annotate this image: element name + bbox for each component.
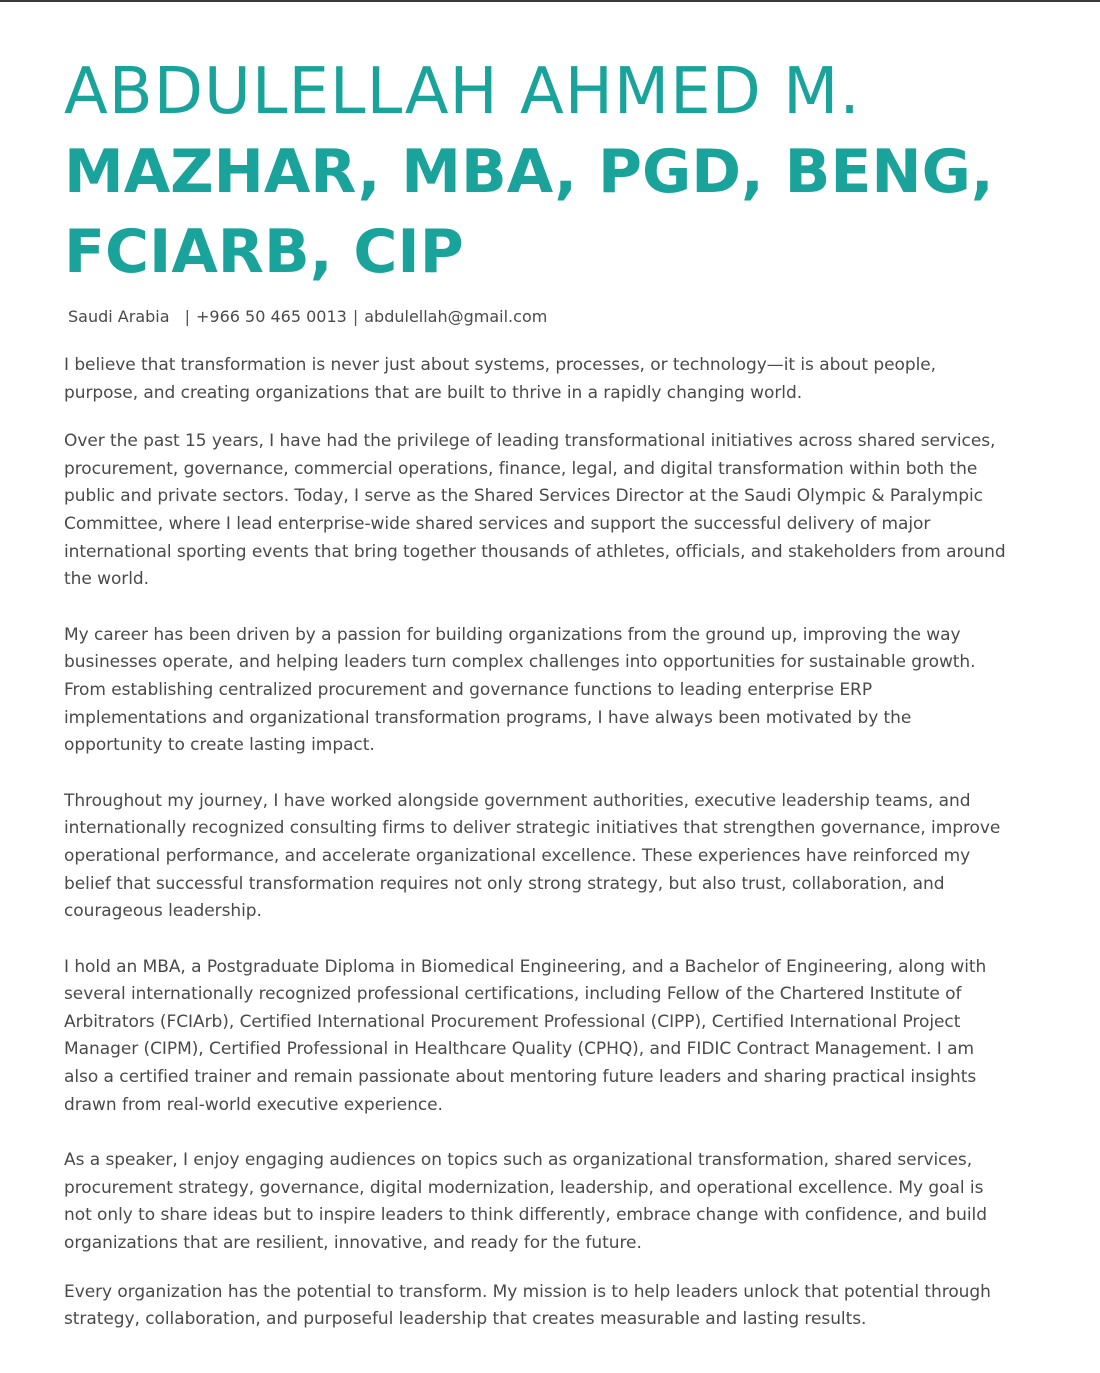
paragraph-education: I hold an MBA, a Postgraduate Diploma in Biomedical Engineering, and a Bachelor of Engineering, along with several internationally recognized professional certifications, including Fellow of the Chartered Institute of Arbitrators (FCIArb), Certified International Procurement Professional (CIPP), Certified International Project Manager (CIPM), Certified Professional in Healthcare Quality (CPHQ), and FIDIC Contract Management. I am also a certified trainer and remain passionate about mentoring future leaders and sharing practical insights drawn from real-world executive experience. bbox=[64, 956, 987, 1115]
name-line-2: MAZHAR, MBA, PGD, BENG, bbox=[64, 137, 994, 207]
contact-separator: | bbox=[352, 307, 359, 326]
contact-email: abdulellah@gmail.com bbox=[364, 307, 548, 326]
contact-line bbox=[64, 306, 1054, 328]
name-line-1: ABDULELLAH AHMED M. bbox=[64, 55, 861, 129]
cover-letter bbox=[64, 52, 1054, 1334]
paragraph-intro: I believe that transformation is never just about systems, processes, or technology—it is about people, purpose, and creating organizations that are built to thrive in a rapidly changing world. bbox=[64, 355, 937, 403]
paragraph-speaker: As a speaker, I enjoy engaging audiences on topics such as organizational transformation, shared services, procurement strategy, governance, digital modernization, leadership, and operational excellence. My goal is not only to share ideas but to inspire leaders to think differently, embrace change with confidence, and build organizations that are resilient, innovative, and ready for the future. bbox=[64, 1150, 987, 1254]
contact-location: Saudi Arabia bbox=[68, 307, 170, 326]
top-border bbox=[0, 0, 1100, 2]
paragraph-experience: Over the past 15 years, I have had the privilege of leading transformational initiatives across shared services, procurement, governance, commercial operations, finance, legal, and digital transformation within both the public and private sectors. Today, I serve as the Shared Services Director at the Saudi Olympic & Paralympic Committee, where I lead enterprise-wide shared services and support the successful delivery of major international sporting events that bring together thousands of athletes, officials, and stakeholders from around the world. bbox=[64, 431, 1006, 590]
contact-separator: | bbox=[184, 307, 191, 326]
paragraph-mission: Every organization has the potential to transform. My mission is to help leaders unlock that potential through strategy, collaboration, and purposeful leadership that creates measurable and lasting results. bbox=[64, 1281, 991, 1330]
applicant-name bbox=[64, 52, 1054, 292]
name-line-3: FCIARB, CIP bbox=[64, 217, 464, 287]
contact-phone: +966 50 465 0013 bbox=[196, 307, 347, 326]
paragraph-career: My career has been driven by a passion for building organizations from the ground up, improving the way businesses operate, and helping leaders turn complex challenges into opportunities for sustainable growth. From establishing centralized procurement and governance functions to leading enterprise ERP implementations and organizational transformation programs, I have always been motivated by the opportunity to create lasting impact. bbox=[64, 624, 976, 756]
paragraph-journey: Throughout my journey, I have worked alongside government authorities, executive leadership teams, and internationally recognized consulting firms to deliver strategic initiatives that strengthen governance, improve operational performance, and accelerate organizational excellence. These experiences have reinforced my belief that successful transformation requires not only strong strategy, but also trust, collaboration, and courageous leadership. bbox=[64, 790, 1001, 922]
